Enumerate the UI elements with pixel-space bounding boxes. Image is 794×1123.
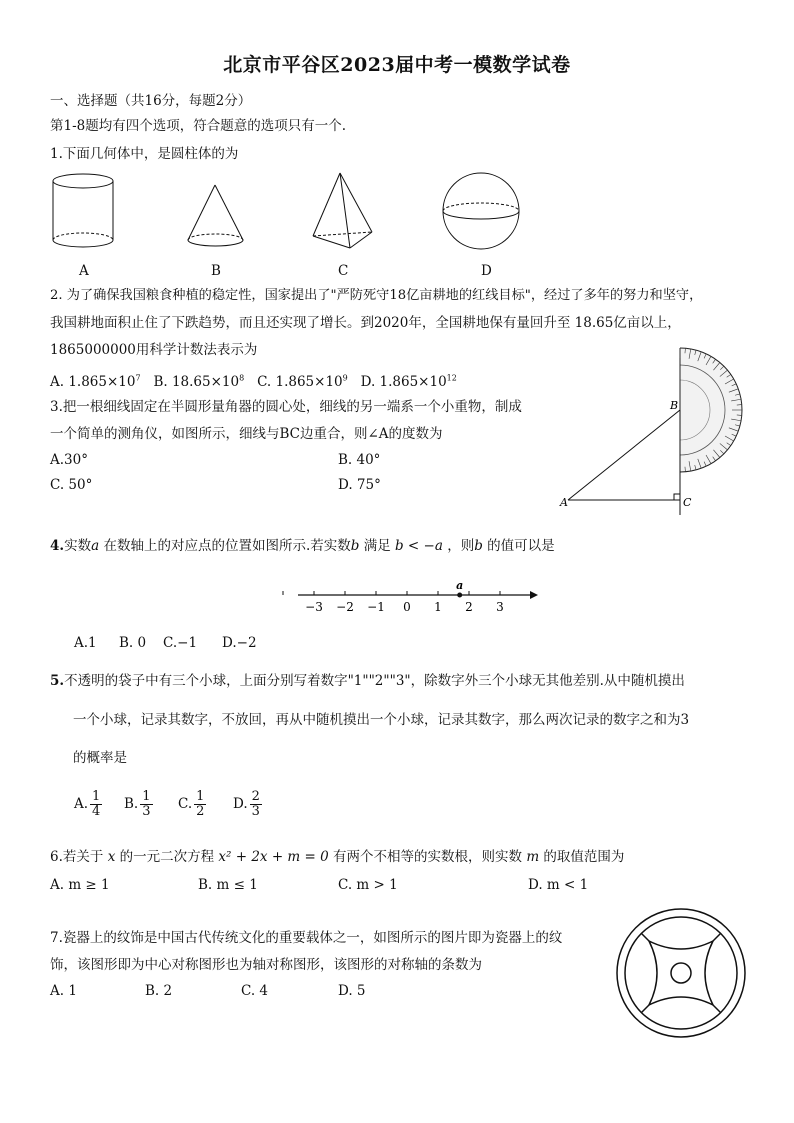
q2-line1: 2. 为了确保我国粮食种植的稳定性，国家提出了"严防死守18亿亩耕地的红线目标"，经过了多年的努力和坚守， (50, 288, 703, 303)
page-title: 北京市平谷区2023届中考一模数学试卷 (223, 54, 571, 76)
q4-option-a: A.1 (74, 635, 97, 651)
q4-stem: 4.实数a 在数轴上的对应点的位置如图所示.若实数b 满足 b < −a ，则b 的值可以是 (50, 538, 555, 554)
q3-option-c: C. 50° (50, 477, 93, 493)
q7-line2: 饰，该图形即为中心对称图形也为轴对称图形，该图形的对称轴的条数为 (50, 957, 482, 973)
protractor-shape (680, 348, 742, 472)
number-line-tick-label: 1 (434, 600, 442, 614)
q5-line3: 的概率是 (73, 750, 127, 766)
q5-line2: 一个小球，记录其数字，不放回，再从中随机摸出一个小球，记录其数字，那么两次记录的数字之和为3 (73, 712, 690, 728)
q5-option-c: C. $\frac{1}{2}$ (178, 789, 205, 819)
number-line-arrow (530, 591, 538, 599)
number-line-point-label: a (456, 579, 464, 592)
q5-line1: 5.不透明的袋子中有三个小球，上面分别写着数字"1""2""3"，除数字外三个小球无其他差别.从中随机摸出 (50, 673, 685, 689)
q7-option-c: C. 4 (241, 983, 269, 999)
pyramid-shape (313, 173, 372, 248)
q7-option-d: D. 5 (338, 983, 366, 999)
q4-option-c: C.−1 (163, 635, 198, 651)
number-line-point (457, 593, 462, 598)
q3-option-d: D. 75° (338, 477, 381, 493)
q7-line1: 7.瓷器上的纹饰是中国古代传统文化的重要载体之一，如图所示的图片即为瓷器上的纹 (50, 930, 563, 946)
q3-option-b: B. 40° (338, 452, 381, 468)
q5-option-a: A. $\frac{1}{4}$ (74, 789, 101, 819)
q4-number-line (290, 575, 550, 625)
number-line-tick-label: 0 (403, 600, 411, 614)
number-line-tick-label: −2 (336, 600, 354, 614)
number-line-tick-label: −1 (367, 600, 385, 614)
q6-option-c: C. m > 1 (338, 877, 398, 893)
q7-option-a: A. 1 (50, 983, 77, 999)
q3-fig-label-c: C (683, 496, 692, 509)
q1-label-a: A (79, 263, 89, 279)
q1-label-b: B (211, 263, 221, 279)
q3-fig-label-a: A (560, 496, 568, 509)
q3-protractor-figure (560, 380, 760, 520)
number-line-tick-label: 3 (496, 600, 504, 614)
q2-options (50, 369, 457, 391)
cylinder-shape (53, 174, 113, 247)
number-line-tick-label: −3 (305, 600, 323, 614)
q1-figures (0, 170, 794, 290)
q7-porcelain-pattern (611, 905, 751, 1045)
q2-option-a: A. $1.865\times 10^7$ (50, 373, 141, 390)
q3-line2: 一个简单的测角仪，如图所示，细线与BC边重合，则∠A的度数为 (50, 426, 443, 442)
q6-option-d: D. m < 1 (528, 877, 589, 893)
section-heading: 一、选择题（共16分，每题2分） (50, 93, 252, 109)
q2-option-c: C. $1.865\times 10^9$ (257, 373, 348, 390)
q2-option-d: D. $1.865\times 10^{12}$ (360, 373, 457, 390)
cone-shape (188, 185, 243, 246)
q1-label-c: C (338, 263, 349, 279)
q6-stem: 6.若关于 x 的一元二次方程 x² + 2x + m = 0 有两个不相等的实数根，则实数 m 的取值范围为 (50, 849, 625, 865)
q7-option-b: B. 2 (145, 983, 173, 999)
q3-option-a: A.30° (50, 452, 88, 468)
q6-option-a: A. m ≥ 1 (50, 877, 110, 893)
q1-label-d: D (481, 263, 492, 279)
number-line-tick-label: 2 (465, 600, 473, 614)
q5-option-b: B. $\frac{1}{3}$ (124, 789, 151, 819)
q4-option-d: D.−2 (222, 635, 257, 651)
q5-option-d: D. $\frac{2}{3}$ (233, 789, 260, 819)
q3-fig-label-b: B (670, 399, 679, 412)
q2-line2: 我国耕地面积止住了下跌趋势，而且还实现了增长。到2020年，全国耕地保有量回升至 18.65亿亩以上， (50, 315, 681, 331)
section-intro: 第1-8题均有四个选项，符合题意的选项只有一个. (50, 118, 347, 134)
q1-stem: 1.下面几何体中，是圆柱体的为 (50, 146, 239, 162)
q4-option-b: B. 0 (119, 635, 147, 651)
sphere-shape (443, 173, 519, 249)
q3-line1: 3.把一根细线固定在半圆形量角器的圆心处，细线的另一端系一个小重物，制成 (50, 399, 522, 415)
q6-option-b: B. m ≤ 1 (198, 877, 258, 893)
q2-line3: 1865000000用科学计数法表示为 (50, 342, 258, 358)
q2-option-b: B. $18.65\times 10^8$ (153, 373, 245, 390)
